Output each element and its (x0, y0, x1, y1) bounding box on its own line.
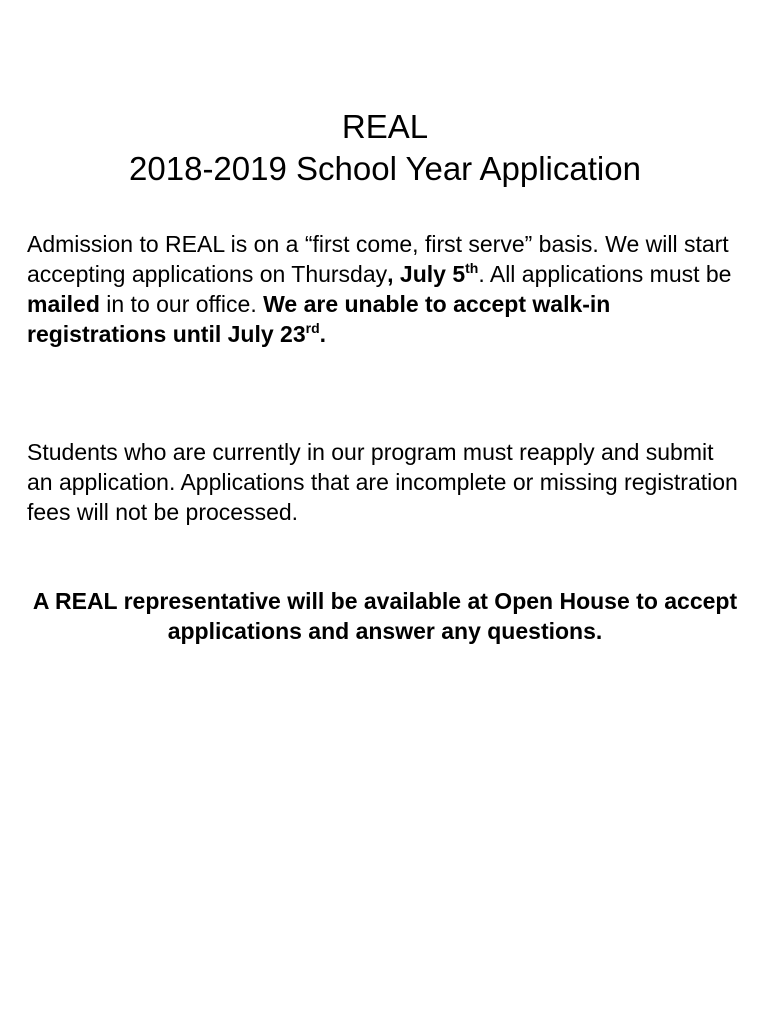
admission-text: Admission to REAL is on a “first come, first serve” basis. We will start accepting applications on Thursday (27, 231, 729, 287)
mailed-emphasis: mailed (27, 291, 100, 317)
admission-text-3: in to our office. (99, 291, 264, 317)
admission-text-2: . All applications must be (478, 261, 732, 287)
walk-in-notice: We are unable to accept walk-in registrations until July 23rd. (27, 291, 611, 347)
title-application-name: 2018-2019 School Year Application (129, 150, 641, 187)
admission-paragraph (27, 229, 743, 349)
open-house-notice: A REAL representative will be available at Open House to accept applications and answer any questions. (32, 588, 738, 644)
document-title (0, 106, 770, 190)
title-org-name: REAL (341, 108, 429, 145)
start-date: , July 5th (387, 260, 479, 287)
returning-students-paragraph: Students who are currently in our program must reapply and submit an application. Applications that are incomplete or missing registration fees will not be processed. (27, 439, 738, 525)
